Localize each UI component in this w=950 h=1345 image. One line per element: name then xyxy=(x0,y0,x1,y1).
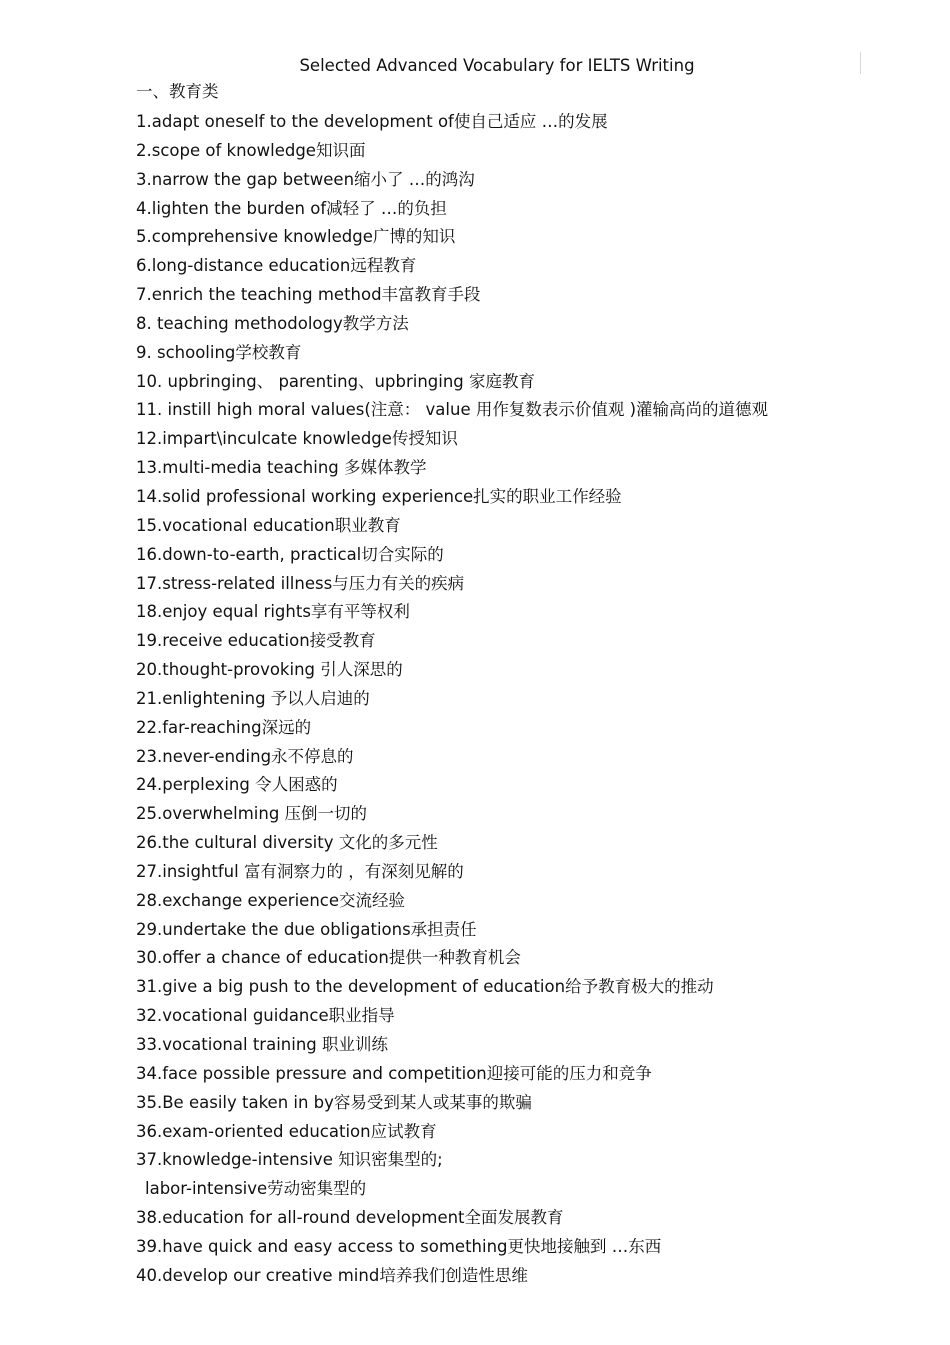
vocab-item: 16.down-to-earth, practical切合实际的 xyxy=(136,544,444,564)
vocab-item: 21.enlightening 予以人启迪的 xyxy=(136,688,370,708)
vocab-item: 20.thought-provoking 引人深思的 xyxy=(136,660,403,680)
vocab-item: 10. upbringing、 parenting、upbringing 家庭教育 xyxy=(136,371,536,391)
vocab-item: 12.impart\inculcate knowledge传授知识 xyxy=(136,429,458,449)
vocab-item: 30.offer a chance of education提供一种教育机会 xyxy=(136,948,521,968)
vocabulary-list xyxy=(136,112,768,1295)
vocab-item: 14.solid professional working experience扎实的职业工作经验 xyxy=(136,486,622,506)
vocab-item: 22.far-reaching深远的 xyxy=(136,717,312,737)
vocab-item: 5.comprehensive knowledge广博的知识 xyxy=(136,227,456,247)
vocab-item: 6.long-distance education远程教育 xyxy=(136,256,417,276)
vocab-item: 11. instill high moral values(注意： value 用作复数表示价值观 )灌输高尚的道德观 xyxy=(136,400,769,420)
vocab-item: 13.multi-media teaching 多媒体教学 xyxy=(136,458,427,478)
vocab-item: 2.scope of knowledge知识面 xyxy=(136,140,366,160)
vocab-item: 38.education for all-round development全面发展教育 xyxy=(136,1208,564,1228)
vocab-item: 1.adapt oneself to the development of使自己适应 …的发展 xyxy=(136,112,608,131)
vocab-item: 40.develop our creative mind培养我们创造性思维 xyxy=(136,1265,528,1285)
vocab-item: 24.perplexing 令人困惑的 xyxy=(136,775,338,795)
page-title: Selected Advanced Vocabulary for IELTS Writing xyxy=(299,56,695,75)
vocab-item: 27.insightful 富有洞察力的 ，有深刻见解的 xyxy=(136,861,464,881)
vocab-item: 23.never-ending永不停息的 xyxy=(136,746,354,766)
vocab-item: 39.have quick and easy access to something更快地接触到 …东西 xyxy=(136,1236,662,1256)
vocab-item: 28.exchange experience交流经验 xyxy=(136,890,405,910)
vocab-item: 37.knowledge-intensive 知识密集型的; xyxy=(136,1150,443,1170)
vocab-item: 25.overwhelming 压倒一切的 xyxy=(136,804,368,824)
section-heading: 一、教育类 xyxy=(136,82,219,101)
vocab-item: 4.lighten the burden of减轻了 …的负担 xyxy=(136,198,447,218)
vocab-item: 3.narrow the gap between缩小了 …的鸿沟 xyxy=(136,169,475,189)
vocab-item: 29.undertake the due obligations承担责任 xyxy=(136,919,477,939)
vocab-item: 7.enrich the teaching method丰富教育手段 xyxy=(136,285,481,305)
vocab-item: 31.give a big push to the development of education给予教育极大的推动 xyxy=(136,977,714,997)
vocab-item: 15.vocational education职业教育 xyxy=(136,515,401,535)
vocab-item: 32.vocational guidance职业指导 xyxy=(136,1006,395,1026)
vocab-item: 18.enjoy equal rights享有平等权利 xyxy=(136,602,410,622)
vocab-item-continuation: labor-intensive劳动密集型的 xyxy=(145,1179,367,1199)
vocab-item: 8. teaching methodology教学方法 xyxy=(136,313,409,333)
vocab-item: 19.receive education接受教育 xyxy=(136,631,376,651)
vocab-item: 36.exam-oriented education应试教育 xyxy=(136,1121,437,1141)
vocab-item: 33.vocational training 职业训练 xyxy=(136,1035,388,1054)
vocab-item: 26.the cultural diversity 文化的多元性 xyxy=(136,833,438,853)
vocab-item: 17.stress-related illness与压力有关的疾病 xyxy=(136,573,465,593)
margin-rule xyxy=(860,52,861,74)
vocab-item: 9. schooling学校教育 xyxy=(136,342,302,362)
vocab-item: 34.face possible pressure and competition迎接可能的压力和竞争 xyxy=(136,1063,652,1083)
vocab-item: 35.Be easily taken in by容易受到某人或某事的欺骗 xyxy=(136,1092,532,1112)
